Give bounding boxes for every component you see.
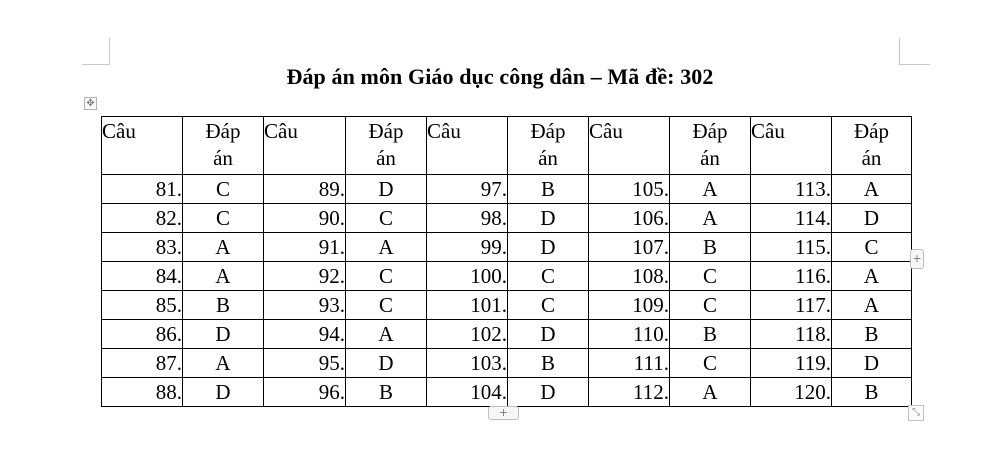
answer-cell[interactable]: B — [508, 175, 589, 204]
answer-cell[interactable]: A — [670, 175, 751, 204]
table-row — [102, 175, 912, 204]
question-number-cell[interactable]: 106. — [589, 204, 670, 233]
table-move-handle-icon[interactable]: ✥ — [84, 97, 97, 110]
question-number-cell[interactable]: 92. — [264, 262, 346, 291]
header-dap-an[interactable] — [670, 117, 751, 175]
add-column-plus-icon[interactable]: + — [910, 249, 924, 269]
answer-cell[interactable]: C — [183, 175, 264, 204]
table-row — [102, 233, 912, 262]
header-cau[interactable] — [102, 117, 183, 175]
answer-cell[interactable]: C — [346, 291, 427, 320]
question-number-cell[interactable]: 83. — [102, 233, 183, 262]
answer-cell[interactable]: C — [346, 262, 427, 291]
question-number-cell[interactable]: 88. — [102, 378, 183, 407]
answer-cell[interactable]: D — [832, 204, 912, 233]
question-number-cell[interactable]: 99. — [427, 233, 508, 262]
question-number-cell[interactable]: 81. — [102, 175, 183, 204]
question-number-cell[interactable]: 117. — [751, 291, 832, 320]
document-title: Đáp án môn Giáo dục công dân – Mã đề: 302 — [286, 64, 714, 89]
header-text: Câu — [102, 119, 136, 143]
question-number-cell[interactable]: 119. — [751, 349, 832, 378]
header-dap-an[interactable] — [832, 117, 912, 175]
answer-cell[interactable]: A — [183, 262, 264, 291]
question-number-cell[interactable]: 97. — [427, 175, 508, 204]
header-text: Câu — [751, 119, 785, 143]
header-cau[interactable] — [264, 117, 346, 175]
answer-cell[interactable]: C — [508, 291, 589, 320]
add-row-plus-icon[interactable]: + — [488, 406, 519, 420]
answer-cell[interactable]: B — [670, 320, 751, 349]
answer-cell[interactable]: D — [508, 233, 589, 262]
table-resize-handle-icon[interactable]: ⤡ — [908, 405, 924, 421]
answer-cell[interactable]: D — [183, 320, 264, 349]
table-header-row — [102, 117, 912, 175]
header-cau[interactable] — [589, 117, 670, 175]
question-number-cell[interactable]: 113. — [751, 175, 832, 204]
header-text: Đáp — [368, 119, 404, 143]
question-number-cell[interactable]: 114. — [751, 204, 832, 233]
answer-cell[interactable]: A — [346, 320, 427, 349]
question-number-cell[interactable]: 93. — [264, 291, 346, 320]
answer-cell[interactable]: B — [832, 378, 912, 407]
answer-cell[interactable]: A — [346, 233, 427, 262]
header-cau[interactable] — [427, 117, 508, 175]
answer-cell[interactable]: C — [670, 349, 751, 378]
question-number-cell[interactable]: 96. — [264, 378, 346, 407]
question-number-cell[interactable]: 118. — [751, 320, 832, 349]
header-text: Câu — [427, 119, 461, 143]
question-number-cell[interactable]: 112. — [589, 378, 670, 407]
answer-cell[interactable]: A — [832, 175, 912, 204]
question-number-cell[interactable]: 110. — [589, 320, 670, 349]
page-corner-mark-top-right — [899, 38, 930, 65]
header-text: án — [376, 146, 396, 170]
question-number-cell[interactable]: 86. — [102, 320, 183, 349]
answer-cell[interactable]: B — [670, 233, 751, 262]
question-number-cell[interactable]: 90. — [264, 204, 346, 233]
question-number-cell[interactable]: 116. — [751, 262, 832, 291]
answer-cell[interactable]: D — [346, 175, 427, 204]
header-cau[interactable] — [751, 117, 832, 175]
question-number-cell[interactable]: 89. — [264, 175, 346, 204]
answer-cell[interactable]: C — [508, 262, 589, 291]
header-text: Câu — [264, 119, 298, 143]
header-text: Đáp — [692, 119, 728, 143]
answer-cell[interactable]: D — [508, 320, 589, 349]
header-text: Đáp — [854, 119, 889, 143]
table-row — [102, 349, 912, 378]
question-number-cell[interactable]: 101. — [427, 291, 508, 320]
header-dap-an[interactable] — [508, 117, 589, 175]
question-number-cell[interactable]: 87. — [102, 349, 183, 378]
table-row — [102, 378, 912, 407]
answer-table — [101, 116, 912, 407]
table-row — [102, 204, 912, 233]
page-corner-mark-top-left — [82, 38, 110, 65]
question-number-cell[interactable]: 102. — [427, 320, 508, 349]
question-number-cell[interactable]: 107. — [589, 233, 670, 262]
header-text: Câu — [589, 119, 623, 143]
answer-cell[interactable]: D — [832, 349, 912, 378]
header-text: án — [861, 146, 882, 170]
question-number-cell[interactable]: 100. — [427, 262, 508, 291]
question-number-cell[interactable]: 98. — [427, 204, 508, 233]
table-row — [102, 291, 912, 320]
answer-cell[interactable]: B — [508, 349, 589, 378]
question-number-cell[interactable]: 82. — [102, 204, 183, 233]
header-text: án — [538, 146, 558, 170]
question-number-cell[interactable]: 111. — [589, 349, 670, 378]
question-number-cell[interactable]: 95. — [264, 349, 346, 378]
question-number-cell[interactable]: 84. — [102, 262, 183, 291]
question-number-cell[interactable]: 104. — [427, 378, 508, 407]
header-text: Đáp — [205, 119, 241, 143]
header-dap-an[interactable] — [346, 117, 427, 175]
answer-cell[interactable]: A — [183, 233, 264, 262]
answer-cell[interactable]: C — [346, 204, 427, 233]
answer-cell[interactable]: C — [670, 262, 751, 291]
answer-cell[interactable]: A — [183, 349, 264, 378]
table-row — [102, 320, 912, 349]
answer-cell[interactable]: A — [670, 378, 751, 407]
question-number-cell[interactable]: 115. — [751, 233, 832, 262]
question-number-cell[interactable]: 85. — [102, 291, 183, 320]
answer-cell[interactable]: A — [832, 291, 912, 320]
question-number-cell[interactable]: 91. — [264, 233, 346, 262]
answer-cell[interactable]: C — [183, 204, 264, 233]
answer-cell[interactable]: A — [670, 204, 751, 233]
answer-cell[interactable]: D — [183, 378, 264, 407]
question-number-cell[interactable]: 120. — [751, 378, 832, 407]
question-number-cell[interactable]: 105. — [589, 175, 670, 204]
answer-cell[interactable]: D — [508, 378, 589, 407]
answer-cell[interactable]: B — [346, 378, 427, 407]
question-number-cell[interactable]: 109. — [589, 291, 670, 320]
header-dap-an[interactable] — [183, 117, 264, 175]
header-text: án — [700, 146, 720, 170]
answer-cell[interactable]: D — [508, 204, 589, 233]
answer-cell[interactable]: D — [346, 349, 427, 378]
question-number-cell[interactable]: 94. — [264, 320, 346, 349]
answer-cell[interactable]: A — [832, 262, 912, 291]
answer-cell[interactable]: C — [670, 291, 751, 320]
header-text: án — [213, 146, 233, 170]
answer-cell[interactable]: B — [183, 291, 264, 320]
question-number-cell[interactable]: 108. — [589, 262, 670, 291]
answer-cell[interactable]: B — [832, 320, 912, 349]
answer-cell[interactable]: C — [832, 233, 912, 262]
table-row — [102, 262, 912, 291]
header-text: Đáp — [530, 119, 566, 143]
question-number-cell[interactable]: 103. — [427, 349, 508, 378]
